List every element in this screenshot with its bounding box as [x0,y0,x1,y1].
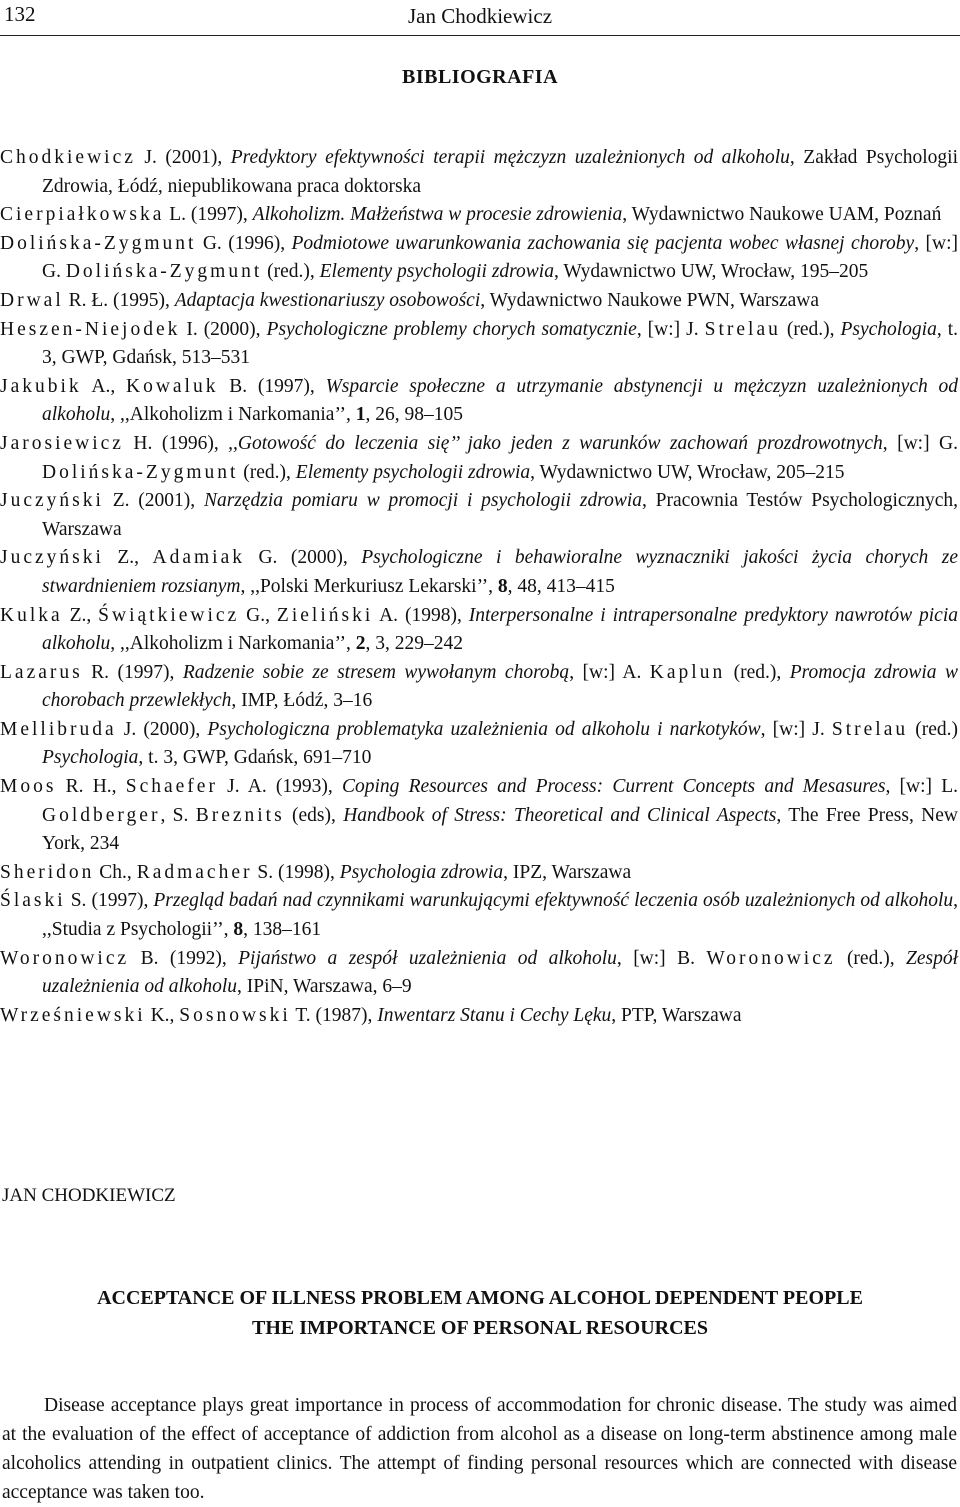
english-title [0,1283,960,1343]
author-name: Dolińska-Zygmunt [0,232,197,254]
ref-text: , Zakład Psychologii Zdrowia, Łódź, niepublikowana praca doktorska [42,147,959,197]
title-text: Coping Resources and Process: Current Concepts and Mesasures [341,776,886,798]
ref-text: S. (1997), [65,890,154,912]
title-text: Elementy psychologii zdrowia [295,461,531,483]
running-head-author: Jan Chodkiewicz [407,4,553,28]
author-name: Adamiak [152,547,245,569]
ref-text: J. (2000), [116,718,208,740]
english-title-line-2: THE IMPORTANCE OF PERSONAL RESOURCES [251,1317,709,1339]
author-name: Juczyński [0,490,104,512]
title-text: Podmiotowe uwarunkowania zachowania się pacjenta wobec własnej choroby [291,232,915,254]
ref-text: , IPZ, Warszawa [503,861,632,883]
author-name: Wrześniewski [0,1004,146,1026]
reference-entry [0,544,958,601]
ref-text: G. (2000), [244,547,362,569]
title-text: Predyktory efektywności terapii mężczyzn uzależnionych od alkoholu [230,147,790,168]
ref-text: H. (1996), [123,432,229,454]
author-name: Zieliński [276,604,374,626]
ref-text: J. A. (1993), [217,776,342,798]
volume-number: 1 [355,404,366,426]
author-name: Jarosiewicz [0,432,124,454]
abstract: Disease acceptance plays great importance in process of accommodation for chronic disease. The study was aimed at the evaluation of the effect of acceptance of addiction from alcohol as a disease on long-term abstinence among male alcoholics attending in outpatient clinics. The attempt of finding personal resources which are connected with disease acceptance was taken too. [2,1395,957,1503]
reference-entry [0,602,958,659]
ref-text: , t. 3, GWP, Gdańsk, 513–531 [42,318,959,369]
title-text: Zespół uzależnienia od alkoholu [42,947,958,998]
volume-number: 8 [497,575,508,597]
reference-entry [0,430,958,487]
reference-entry [0,659,958,716]
author-name: Świątkiewicz [98,604,240,626]
ref-text: , ,,Alkoholizm i Narkomania’’, [110,404,356,426]
reference-entry [0,887,958,944]
ref-text: , 48, 413–415 [507,575,615,597]
ref-text: I. (2000), [180,318,267,340]
author-name: Cierpiałkowska [0,204,165,226]
ref-text: Z., [62,604,99,626]
ref-text: A. (1998), [373,604,469,626]
bibliography-heading: BIBLIOGRAFIA [401,66,559,88]
english-title-line-1: ACCEPTANCE OF ILLNESS PROBLEM AMONG ALCOHOL DEPENDENT PEOPLE [97,1287,863,1309]
author-name: Dolińska-Zygmunt [42,461,239,483]
author-name: Mellibruda [0,718,117,740]
author-name: Kulka [0,604,63,626]
title-text: Elementy psychologii zdrowia [319,261,554,283]
ref-text: Z. (2001), [103,490,204,512]
title-text: Interpersonalne i intrapersonalne predyktory nawrotów picia alkoholu [42,604,958,655]
title-text: Psychologia [42,747,139,769]
author-name: Drwal [0,289,64,311]
reference-entry [0,373,958,430]
running-header [0,0,960,34]
ref-text: , IPiN, Warszawa, 6–9 [236,976,412,998]
author-name: Lazarus [0,661,83,683]
title-text: Psychologia zdrowia [339,861,504,883]
title-text: Inwentarz Stanu i Cechy Lęku [377,1004,612,1026]
reference-entry [0,716,958,773]
volume-number: 2 [355,633,366,655]
title-text: Narzędzia pomiaru w promocji i psychologii zdrowia [203,490,642,512]
summary-author: JAN CHODKIEWICZ [2,1185,176,1206]
ref-text: B. (1992), [129,947,239,969]
title-text: Wsparcie społeczne a utrzymanie abstynencji u mężczyzn uzależnionych od alkoholu [42,375,958,426]
reference-entry [0,201,958,230]
ref-text: (red.), [238,461,296,483]
author-name: Moos [0,776,57,798]
reference-entry [0,945,958,1002]
ref-text: , Wydawnictwo UW, Wrocław, 205–215 [530,461,845,483]
title-text: Psychologia [840,318,937,340]
author-name: Radmacher [136,861,253,883]
author-name: Woronowicz [706,947,836,969]
ref-text: , [w:] J. [760,718,832,740]
reference-entry [0,230,958,287]
ref-text: S. (1998), [252,861,340,883]
author-name: Breznits [195,804,285,826]
title-text: Radzenie sobie ze stresem wywołanym chorobą [182,661,570,683]
ref-text: , [w:] B. [616,947,707,969]
ref-text: , The Free Press, New York, 234 [42,804,958,855]
author-name: Kaplun [649,661,726,683]
title-text: Psychologiczne i behawioralne wyznaczniki jakości życia chorych ze stwardnieniem rozsianym [42,547,958,597]
author-name: Woronowicz [0,947,130,969]
author-name: Sosnowski [179,1004,291,1026]
title-text: ,,Gotowość do leczenia się’’ jako jeden z warunków zachowań prozdrowotnych [228,432,883,454]
ref-text: , Wydawnictwo Naukowe PWN, Warszawa [480,289,820,311]
ref-text: (eds), [284,804,344,826]
ref-text: Z., [103,547,153,569]
ref-text: , [w:] L. [885,776,959,798]
ref-text: , Wydawnictwo Naukowe UAM, Poznań [622,204,942,226]
title-text: Promocja zdrowia w chorobach przewlekłych [42,661,958,712]
ref-text: , ,,Alkoholizm i Narkomania’’, [110,633,356,655]
ref-text: R. Ł. (1995), [63,289,175,311]
ref-text: T. (1987), [290,1004,378,1026]
ref-text: , PTP, Warszawa [611,1004,742,1026]
ref-text: L. (1997), [164,204,253,226]
reference-entry [0,859,958,888]
ref-text: J. (2001), [135,147,231,168]
volume-number: 8 [233,919,244,941]
reference-entry [0,487,958,544]
author-name: Heszen-Niejodek [0,318,181,340]
ref-text: B. (1997), [218,375,326,397]
ref-text: , IMP, Łódź, 3–16 [231,690,373,712]
ref-text: K., [145,1004,180,1026]
ref-text: (red.), [725,661,790,683]
author-name: Juczyński [0,547,104,569]
author-name: Chodkiewicz [0,147,136,168]
author-name: Jakubik [0,375,82,397]
reference-entry [0,287,958,316]
title-text: Adaptacja kwestionariuszy osobowości [174,289,481,311]
ref-text: R. H., [56,776,126,798]
ref-text: , [w:] G. [882,432,958,454]
ref-text: A., [81,375,126,397]
title-text: Alkoholizm. Małżeństwa w procesie zdrowienia [252,204,623,226]
ref-text: , [w:] G. [42,232,958,283]
ref-text: (red.) [908,718,959,740]
author-name: Ślaski [0,890,66,912]
ref-text: (red.), [780,318,841,340]
reference-entry [0,316,958,373]
ref-text: , [w:] A. [569,661,650,683]
reference-entry [0,1002,958,1031]
header-rule [0,35,960,36]
author-name: Goldberger [42,804,161,826]
reference-list [0,144,958,1030]
ref-text: , 138–161 [243,919,322,941]
ref-text: , t. 3, GWP, Gdańsk, 691–710 [138,747,372,769]
author-name: Strelau [704,318,781,340]
ref-text: Ch., [94,861,137,883]
page-number: 132 [4,2,36,26]
author-name: Kowaluk [125,375,219,397]
ref-text: , ,,Studia z Psychologii’’, [42,890,958,941]
ref-text: G., [239,604,277,626]
author-name: Dolińska-Zygmunt [65,261,263,283]
ref-text: , Pracownia Testów Psychologicznych, Warszawa [42,490,959,540]
ref-text: , 3, 229–242 [365,633,463,655]
title-text: Psychologiczne problemy chorych somatycznie [266,318,637,340]
reference-entry [0,144,958,201]
ref-text: G. (1996), [196,232,292,254]
ref-text: , S. [160,804,196,826]
ref-text: , Wydawnictwo UW, Wrocław, 195–205 [553,261,869,283]
title-text: Przegląd badań nad czynnikami warunkującymi efektywność leczenia osób uzależnionych od alkoholu [153,890,954,912]
ref-text: (red.), [835,947,906,969]
title-text: Handbook of Stress: Theoretical and Clinical Aspects [343,804,777,826]
ref-text: R. (1997), [82,661,183,683]
ref-text: , [w:] J. [636,318,705,340]
title-text: Psychologiczna problematyka uzależnienia od alkoholu i narkotyków [207,718,761,740]
author-name: Schaefer [125,776,218,798]
author-name: Sheridon [0,861,95,883]
reference-entry [0,773,958,859]
title-text: Pijaństwo a zespół uzależnienia od alkoholu [238,947,617,969]
ref-text: , ,,Polski Merkuriusz Lekarski’’, [240,575,498,597]
author-name: Strelau [831,718,909,740]
ref-text: (red.), [262,261,320,283]
ref-text: , 26, 98–105 [365,404,463,426]
